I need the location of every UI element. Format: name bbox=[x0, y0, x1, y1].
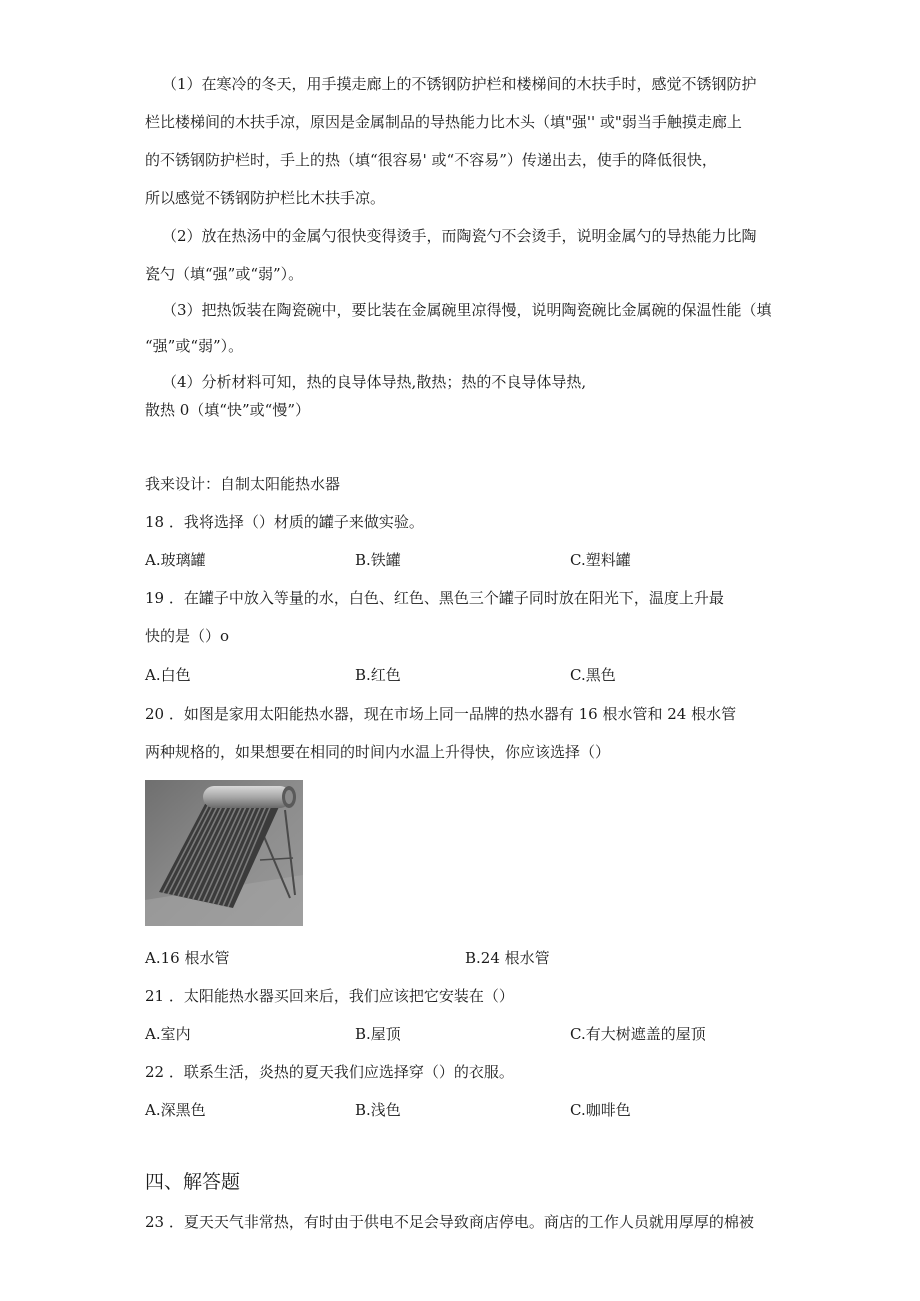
q21-option-b: B.屋顶 bbox=[355, 1025, 401, 1043]
q3-line-2: “强”或“弱”）。 bbox=[145, 337, 244, 355]
q4-line-1: （4）分析材料可知，热的良导体导热,散热；热的不良导体导热, bbox=[162, 373, 587, 391]
q2-line-1: （2）放在热汤中的金属勺很快变得烫手，而陶瓷勺不会烫手，说明金属勺的导热能力比陶 bbox=[162, 227, 757, 245]
q2-line-2: 瓷勺（填“强”或“弱”）。 bbox=[145, 265, 304, 283]
question-20-stem-line-1: 20 ．如图是家用太阳能热水器，现在市场上同一品牌的热水器有 16 根水管和 24 根水管 bbox=[145, 705, 737, 723]
q3-line-1: （3）把热饭装在陶瓷碗中，要比装在金属碗里凉得慢，说明陶瓷碗比金属碗的保温性能（填 bbox=[162, 301, 772, 319]
question-23-stem: 23 ．夏天天气非常热，有时由于供电不足会导致商店停电。商店的工作人员就用厚厚的棉被 bbox=[145, 1213, 754, 1231]
q19-option-c: C.黑色 bbox=[570, 666, 616, 684]
q18-option-a: A.玻璃罐 bbox=[145, 551, 206, 569]
question-21-stem: 21 ．太阳能热水器买回来后，我们应该把它安装在（） bbox=[145, 987, 514, 1005]
q1-line-3: 的不锈钢防护栏时，手上的热（填“很容易' 或“不容易”）传递出去，使手的降低很快， bbox=[145, 151, 717, 169]
q22-option-a: A.深黑色 bbox=[145, 1101, 206, 1119]
question-22-stem: 22 ．联系生活，炎热的夏天我们应选择穿（）的衣服。 bbox=[145, 1063, 514, 1081]
q21-option-a: A.室内 bbox=[145, 1025, 191, 1043]
q22-option-c: C.咖啡色 bbox=[570, 1101, 631, 1119]
q4-line-2: 散热 0（填“快”或“慢”） bbox=[145, 401, 310, 419]
q19-option-b: B.红色 bbox=[355, 666, 401, 684]
section-4-title: 四、解答题 bbox=[145, 1171, 241, 1193]
q19-option-a: A.白色 bbox=[145, 666, 191, 684]
question-19-stem-line-1: 19 ．在罐子中放入等量的水，白色、红色、黑色三个罐子同时放在阳光下，温度上升最 bbox=[145, 589, 724, 607]
question-19-stem-line-2: 快的是（）o bbox=[145, 627, 230, 645]
solar-water-heater-photo bbox=[145, 780, 303, 926]
q18-option-b: B.铁罐 bbox=[355, 551, 401, 569]
q1-line-1: （1）在寒冷的冬天，用手摸走廊上的不锈钢防护栏和楼梯间的木扶手时，感觉不锈钢防护 bbox=[162, 75, 757, 93]
design-section-title: 我来设计：自制太阳能热水器 bbox=[145, 475, 341, 493]
question-18-stem: 18 ．我将选择（）材质的罐子来做实验。 bbox=[145, 513, 424, 531]
q1-line-2: 栏比楼梯间的木扶手凉，原因是金属制品的导热能力比木头（填"强'' 或"弱当手触摸走廊上 bbox=[145, 113, 742, 131]
q21-option-c: C.有大树遮盖的屋顶 bbox=[570, 1025, 706, 1043]
q18-option-c: C.塑料罐 bbox=[570, 551, 631, 569]
question-20-stem-line-2: 两种规格的，如果想要在相同的时间内水温上升得快，你应该选择（） bbox=[145, 743, 611, 761]
q1-line-4: 所以感觉不锈钢防护栏比木扶手凉。 bbox=[145, 189, 386, 207]
q22-option-b: B.浅色 bbox=[355, 1101, 401, 1119]
q20-option-a: A.16 根水管 bbox=[145, 949, 230, 967]
q20-option-b: B.24 根水管 bbox=[465, 949, 550, 967]
